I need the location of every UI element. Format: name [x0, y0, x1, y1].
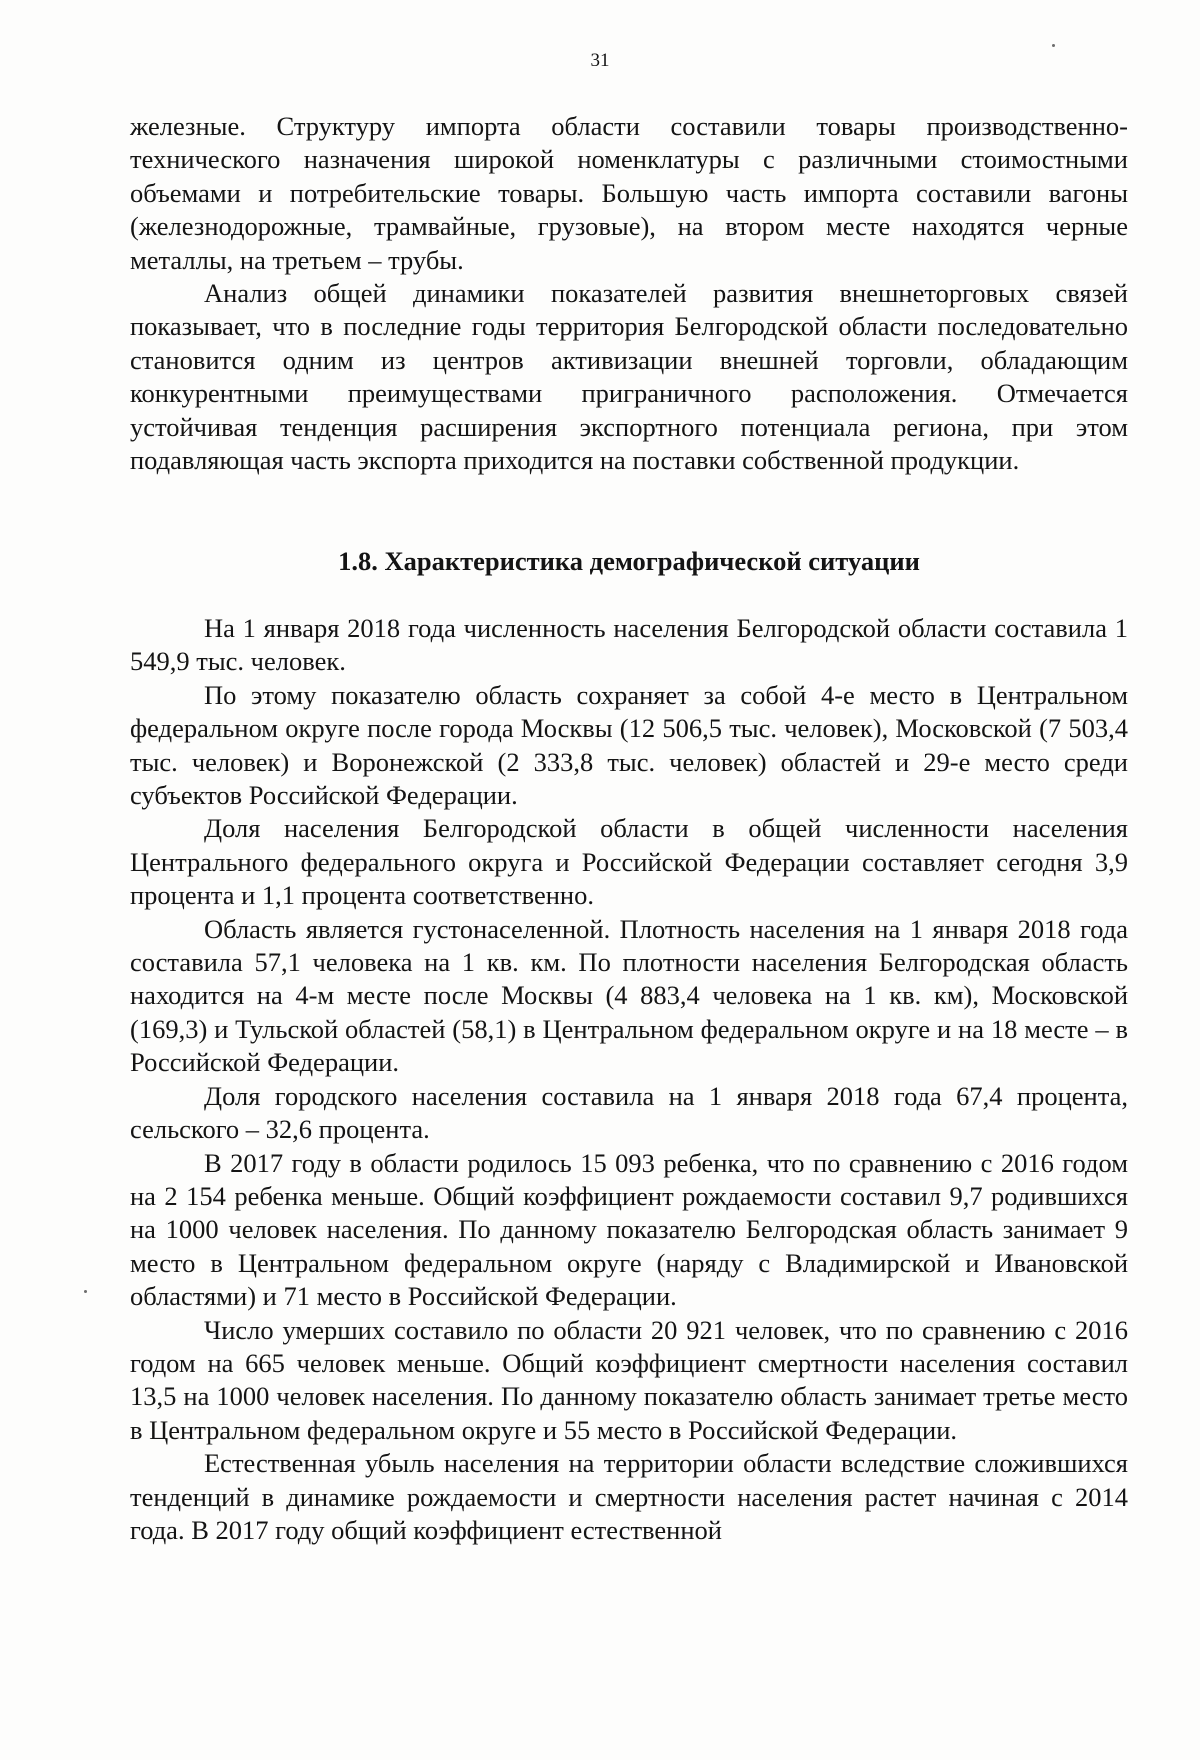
- section-heading-block: [130, 545, 1128, 578]
- paragraph-population: На 1 января 2018 года численность населения Белгородской области составила 1 549,9 тыс. человек.: [130, 613, 1128, 677]
- section-heading: 1.8. Характеристика демографической ситуации: [338, 546, 920, 576]
- intro-text: [130, 110, 1128, 477]
- paragraph-trade-analysis: Анализ общей динамики показателей развития внешнеторговых связей показывает, что в последние годы территория Белгородской области последовательно становится одним из центров активизации внешней торговли, обладающим конкурентными преимуществами приграничного расположения. Отмечается устойчивая тенденция расширения экспортного потенциала региона, при этом подавляющая часть экспорта приходится на поставки собственной продукции.: [130, 278, 1128, 476]
- demography-text: [130, 612, 1128, 1547]
- paragraph-rank-cfd: По этому показателю область сохраняет за собой 4-е место в Центральном федеральном округе после города Москвы (12 506,5 тыс. человек), Московской (7 503,4 тыс. человек) и Воронежской (2 333,8 тыс. человек) областей и 29-е место среди субъектов Российской Федерации.: [130, 679, 1128, 811]
- paragraph-births: В 2017 году в области родилось 15 093 ребенка, что по сравнению с 2016 годом на 2 154 ребенка меньше. Общий коэффициент рождаемости составил 9,7 родившихся на 1000 человек населения. По данному показателю Белгородская область занимает 9 место в Центральном федеральном округе (наряду с Владимирской и Ивановской областями) и 71 место в Российской Федерации.: [130, 1147, 1128, 1312]
- paragraph-natural-decline: Естественная убыль населения на территории области вследствие сложившихся тенденций в динамике рождаемости и смертности населения растет начиная с 2014 года. В 2017 году общий коэффициент естественной: [130, 1448, 1128, 1545]
- scan-speck: [1052, 44, 1055, 47]
- page-number: 31: [590, 50, 610, 71]
- paragraph-deaths: Число умерших составило по области 20 921 человек, что по сравнению с 2016 годом на 665 человек меньше. Общий коэффициент смертности населения составил 13,5 на 1000 человек населения. По данному показателю область занимает третье место в Центральном федеральном округе и 55 место в Российской Федерации.: [130, 1314, 1128, 1445]
- paragraph-density: Область является густонаселенной. Плотность населения на 1 января 2018 года составила 57,1 человека на 1 кв. км. По плотности населения Белгородская область находится на 4-м месте после Москвы (4 883,4 человека на 1 кв. км), Московской (169,3) и Тульской областей (58,1) в Центральном федеральном округе и на 18 месте – в Российской Федерации.: [130, 913, 1128, 1078]
- scan-speck: [84, 1290, 87, 1293]
- paragraph-population-share: Доля населения Белгородской области в общей численности населения Центрального федерального округа и Российской Федерации составляет сегодня 3,9 процента и 1,1 процента соответственно.: [130, 813, 1128, 911]
- paragraph-import-structure: железные. Структуру импорта области составили товары производственно-технического назначения широкой номенклатуры с различными стоимостными объемами и потребительские товары. Большую часть импорта составили вагоны (железнодорожные, трамвайные, грузовые), на втором месте находятся черные металлы, на третьем – трубы.: [130, 111, 1128, 275]
- paragraph-urban-rural: Доля городского населения составила на 1 января 2018 года 67,4 процента, сельского – 32,6 процента.: [130, 1080, 1128, 1145]
